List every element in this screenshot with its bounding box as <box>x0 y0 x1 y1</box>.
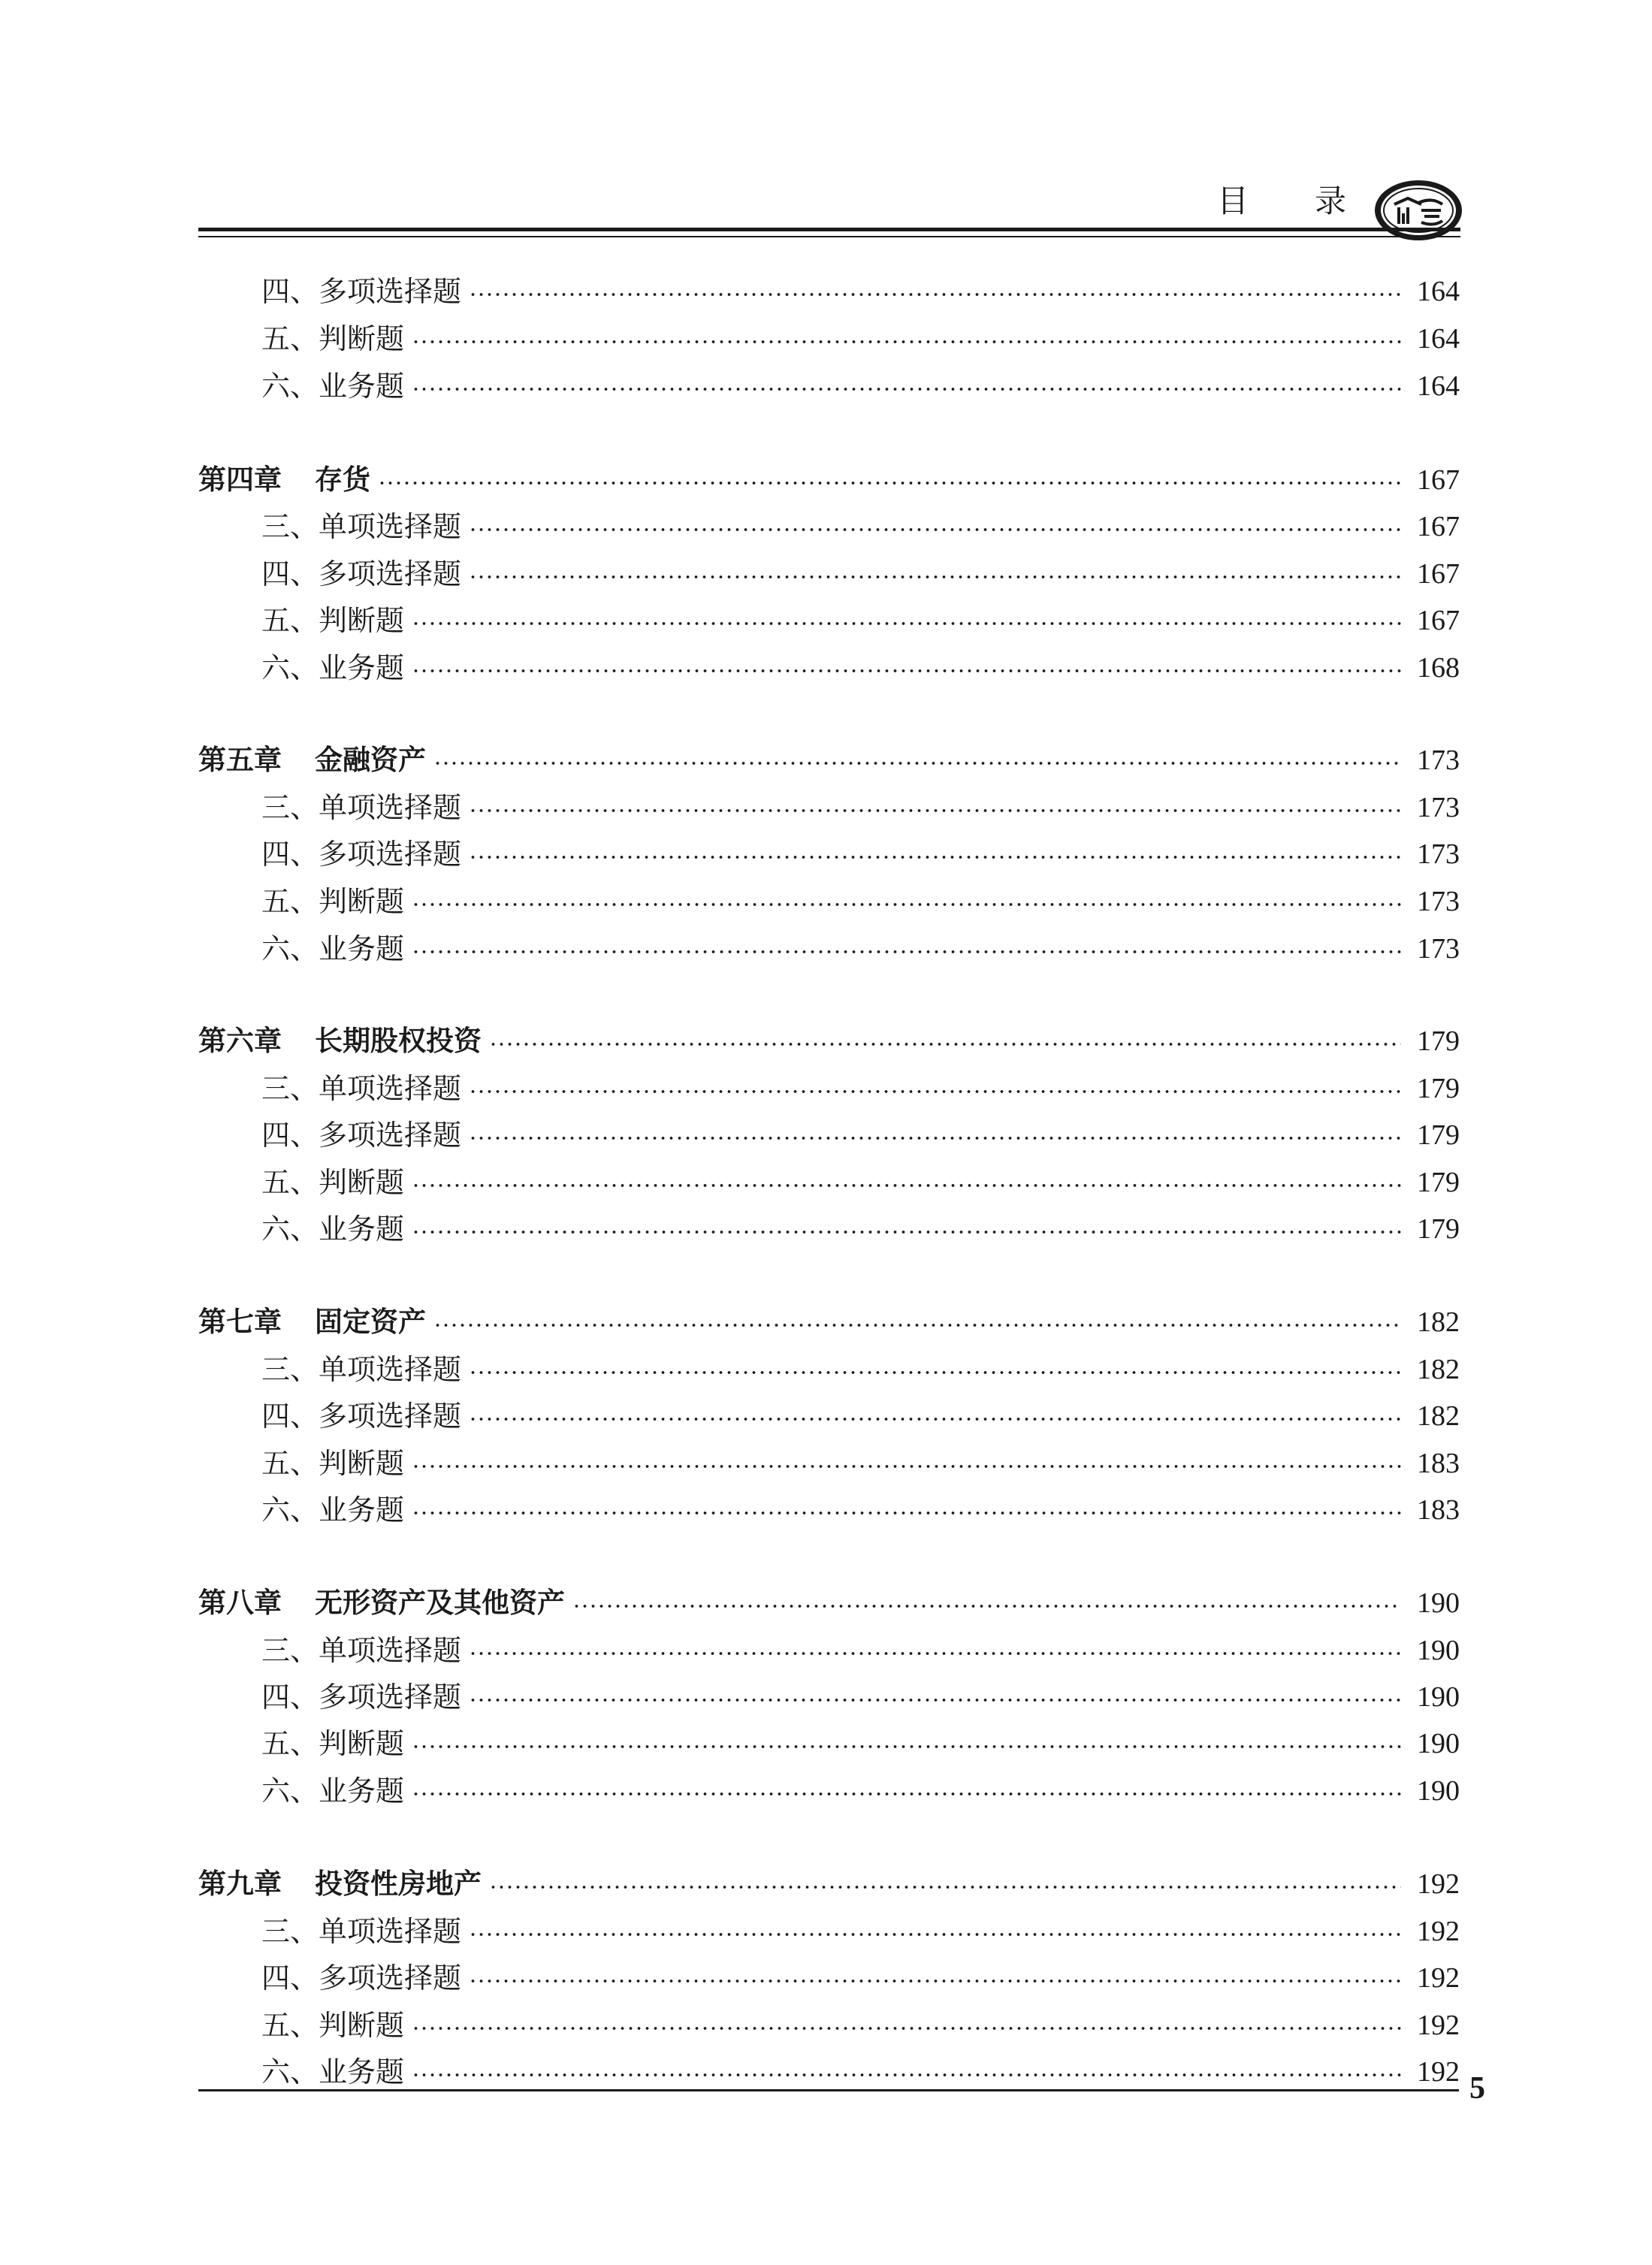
toc-section-label: 六、业务题 <box>261 651 405 684</box>
toc-section-entry <box>261 787 1460 829</box>
dot-leader <box>489 1863 1401 1905</box>
toc-chapter-title: 金融资产 <box>315 744 426 776</box>
toc-chapter-label <box>198 739 426 781</box>
toc-chapter-entry <box>198 1301 1460 1343</box>
dot-leader <box>469 1957 1401 1999</box>
toc-section-entry <box>261 2051 1460 2093</box>
dot-leader <box>469 270 1401 313</box>
toc-page-number: 173 <box>1417 838 1460 870</box>
dot-leader <box>412 1489 1401 1531</box>
toc-section-label: 三、单项选择题 <box>261 1634 462 1667</box>
toc-section-label: 五、判断题 <box>261 885 405 918</box>
toc-section-label: 五、判断题 <box>261 604 405 637</box>
dot-leader <box>412 318 1401 360</box>
toc-page-number: 164 <box>1417 323 1460 355</box>
toc-page-number: 168 <box>1417 652 1460 684</box>
toc-page-number: 173 <box>1417 886 1460 917</box>
toc-page-number: 179 <box>1417 1073 1460 1104</box>
dot-leader <box>469 787 1401 829</box>
toc-page-number: 192 <box>1417 2010 1460 2041</box>
toc-section-entry <box>261 1348 1460 1391</box>
toc-page-number: 182 <box>1417 1354 1460 1385</box>
footer-rule <box>198 2089 1459 2091</box>
toc-section-label: 三、单项选择题 <box>261 791 462 824</box>
toc-section-entry <box>261 880 1460 923</box>
toc-page-number: 190 <box>1417 1681 1460 1713</box>
toc-page-number: 167 <box>1417 511 1460 542</box>
toc-page-number: 183 <box>1417 1448 1460 1479</box>
dot-leader <box>412 1723 1401 1765</box>
toc-chapter-entry <box>198 1863 1460 1905</box>
toc-section-label: 四、多项选择题 <box>261 1681 462 1714</box>
dot-leader <box>433 739 1401 781</box>
toc-section-entry <box>261 599 1460 642</box>
dot-leader <box>378 459 1401 501</box>
toc-page-number: 179 <box>1417 1167 1460 1198</box>
toc-chapter-number: 第六章 <box>198 1025 282 1057</box>
toc-section-entry <box>261 553 1460 595</box>
toc-chapter-entry <box>198 739 1460 781</box>
dot-leader <box>469 1348 1401 1391</box>
toc-page-number: 173 <box>1417 744 1460 776</box>
toc-section-label: 三、单项选择题 <box>261 1353 462 1386</box>
dot-leader <box>469 1114 1401 1156</box>
dot-leader <box>433 1301 1401 1343</box>
toc-section-entry <box>261 1489 1460 1531</box>
dot-leader <box>412 1442 1401 1484</box>
toc-section-label: 六、业务题 <box>261 1774 405 1807</box>
toc-section-entry <box>261 647 1460 689</box>
toc-section-entry <box>261 833 1460 875</box>
toc-page-number: 164 <box>1417 276 1460 307</box>
toc-page-number: 192 <box>1417 1916 1460 1947</box>
toc-chapter-title: 投资性房地产 <box>315 1868 482 1900</box>
toc-section-entry <box>261 1676 1460 1718</box>
toc-page-number: 192 <box>1417 2056 1460 2088</box>
toc-page-number: 179 <box>1417 1119 1460 1151</box>
toc-section-entry <box>261 1068 1460 1110</box>
toc-section-entry <box>261 506 1460 548</box>
toc-section-entry <box>261 365 1460 407</box>
toc-section-label: 三、单项选择题 <box>261 1072 462 1105</box>
dot-leader <box>412 2004 1401 2046</box>
toc-section-label: 三、单项选择题 <box>261 1915 462 1948</box>
toc-page-number: 179 <box>1417 1025 1460 1057</box>
toc-page-number: 182 <box>1417 1400 1460 1432</box>
toc-page-number: 192 <box>1417 1868 1460 1900</box>
toc-section-entry <box>261 1395 1460 1437</box>
toc-section-label: 五、判断题 <box>261 1166 405 1199</box>
toc-chapter-label <box>198 1863 482 1905</box>
dot-leader <box>412 365 1401 407</box>
toc-section-label: 三、单项选择题 <box>261 510 462 543</box>
toc-chapter-label <box>198 1301 426 1343</box>
toc-section-label: 四、多项选择题 <box>261 838 462 871</box>
toc-section-entry <box>261 1208 1460 1250</box>
toc-page-number: 164 <box>1417 370 1460 402</box>
toc-chapter-number: 第五章 <box>198 744 282 776</box>
toc-page-number: 190 <box>1417 1775 1460 1807</box>
dot-leader <box>469 506 1401 548</box>
toc-page-number: 173 <box>1417 933 1460 965</box>
dot-leader <box>469 833 1401 875</box>
toc-chapter-entry <box>198 459 1460 501</box>
toc-section-label: 五、判断题 <box>261 322 405 355</box>
toc-section-entry <box>261 1723 1460 1765</box>
toc-page-number: 190 <box>1417 1587 1460 1619</box>
toc-section-entry <box>261 1910 1460 1952</box>
toc-page-number: 167 <box>1417 605 1460 636</box>
toc-section-entry <box>261 1442 1460 1484</box>
toc-page-number: 192 <box>1417 1962 1460 1994</box>
toc-chapter-number: 第八章 <box>198 1587 282 1619</box>
dot-leader <box>469 1068 1401 1110</box>
toc-chapter-title: 固定资产 <box>315 1306 426 1338</box>
toc-section-label: 四、多项选择题 <box>261 1119 462 1152</box>
toc-chapter-label <box>198 1582 565 1624</box>
toc-page-number: 167 <box>1417 464 1460 496</box>
dot-leader <box>469 1629 1401 1672</box>
dot-leader <box>489 1020 1401 1062</box>
toc-chapter-number: 第九章 <box>198 1868 282 1900</box>
toc-section-entry <box>261 318 1460 360</box>
dot-leader <box>469 1910 1401 1952</box>
toc-section-label: 四、多项选择题 <box>261 1400 462 1433</box>
toc-section-label: 四、多项选择题 <box>261 557 462 590</box>
toc-chapter-title: 无形资产及其他资产 <box>315 1587 565 1619</box>
toc-section-entry <box>261 1161 1460 1203</box>
dot-leader <box>412 880 1401 923</box>
toc-section-entry <box>261 1114 1460 1156</box>
toc-section-label: 六、业务题 <box>261 2055 405 2088</box>
toc-chapter-entry <box>198 1020 1460 1062</box>
dot-leader <box>412 647 1401 689</box>
toc-chapter-title: 长期股权投资 <box>315 1025 482 1057</box>
dot-leader <box>412 1770 1401 1812</box>
toc-chapter-number: 第七章 <box>198 1306 282 1338</box>
toc-page-number: 167 <box>1417 558 1460 590</box>
page-number: 5 <box>1469 2071 1485 2106</box>
toc-page-number: 179 <box>1417 1213 1460 1245</box>
dot-leader <box>469 1395 1401 1437</box>
dot-leader <box>412 1161 1401 1203</box>
toc-chapter-label <box>198 459 370 501</box>
toc-section-label: 五、判断题 <box>261 1727 405 1760</box>
header-title-char-1: 目 <box>1217 183 1252 219</box>
toc-page-number: 173 <box>1417 792 1460 823</box>
toc-section-label: 六、业务题 <box>261 1493 405 1527</box>
toc-section-entry <box>261 1957 1460 1999</box>
toc-page-number: 182 <box>1417 1306 1460 1338</box>
toc-section-entry <box>261 1629 1460 1672</box>
toc-page-number: 183 <box>1417 1494 1460 1526</box>
toc-page-number: 190 <box>1417 1635 1460 1666</box>
toc-section-entry <box>261 2004 1460 2046</box>
toc-section-entry <box>261 270 1460 313</box>
toc-chapter-number: 第四章 <box>198 464 282 496</box>
dot-leader <box>412 2051 1401 2093</box>
toc-section-entry <box>261 1770 1460 1812</box>
toc-section-label: 六、业务题 <box>261 1213 405 1246</box>
dot-leader <box>412 928 1401 970</box>
dot-leader <box>412 1208 1401 1250</box>
dot-leader <box>412 599 1401 642</box>
header-title-char-2: 录 <box>1315 183 1350 219</box>
toc-section-entry <box>261 928 1460 970</box>
toc-chapter-title: 存货 <box>315 464 370 496</box>
toc-section-label: 六、业务题 <box>261 932 405 965</box>
toc-page-number: 190 <box>1417 1728 1460 1759</box>
toc-chapter-label <box>198 1020 482 1062</box>
toc-section-label: 六、业务题 <box>261 370 405 403</box>
dot-leader <box>572 1582 1401 1624</box>
toc-section-label: 五、判断题 <box>261 1447 405 1480</box>
toc-section-label: 四、多项选择题 <box>261 1961 462 1995</box>
dot-leader <box>469 553 1401 595</box>
toc-chapter-entry <box>198 1582 1460 1624</box>
toc-section-label: 四、多项选择题 <box>261 275 462 308</box>
toc-section-label: 五、判断题 <box>261 2009 405 2042</box>
dot-leader <box>469 1676 1401 1718</box>
